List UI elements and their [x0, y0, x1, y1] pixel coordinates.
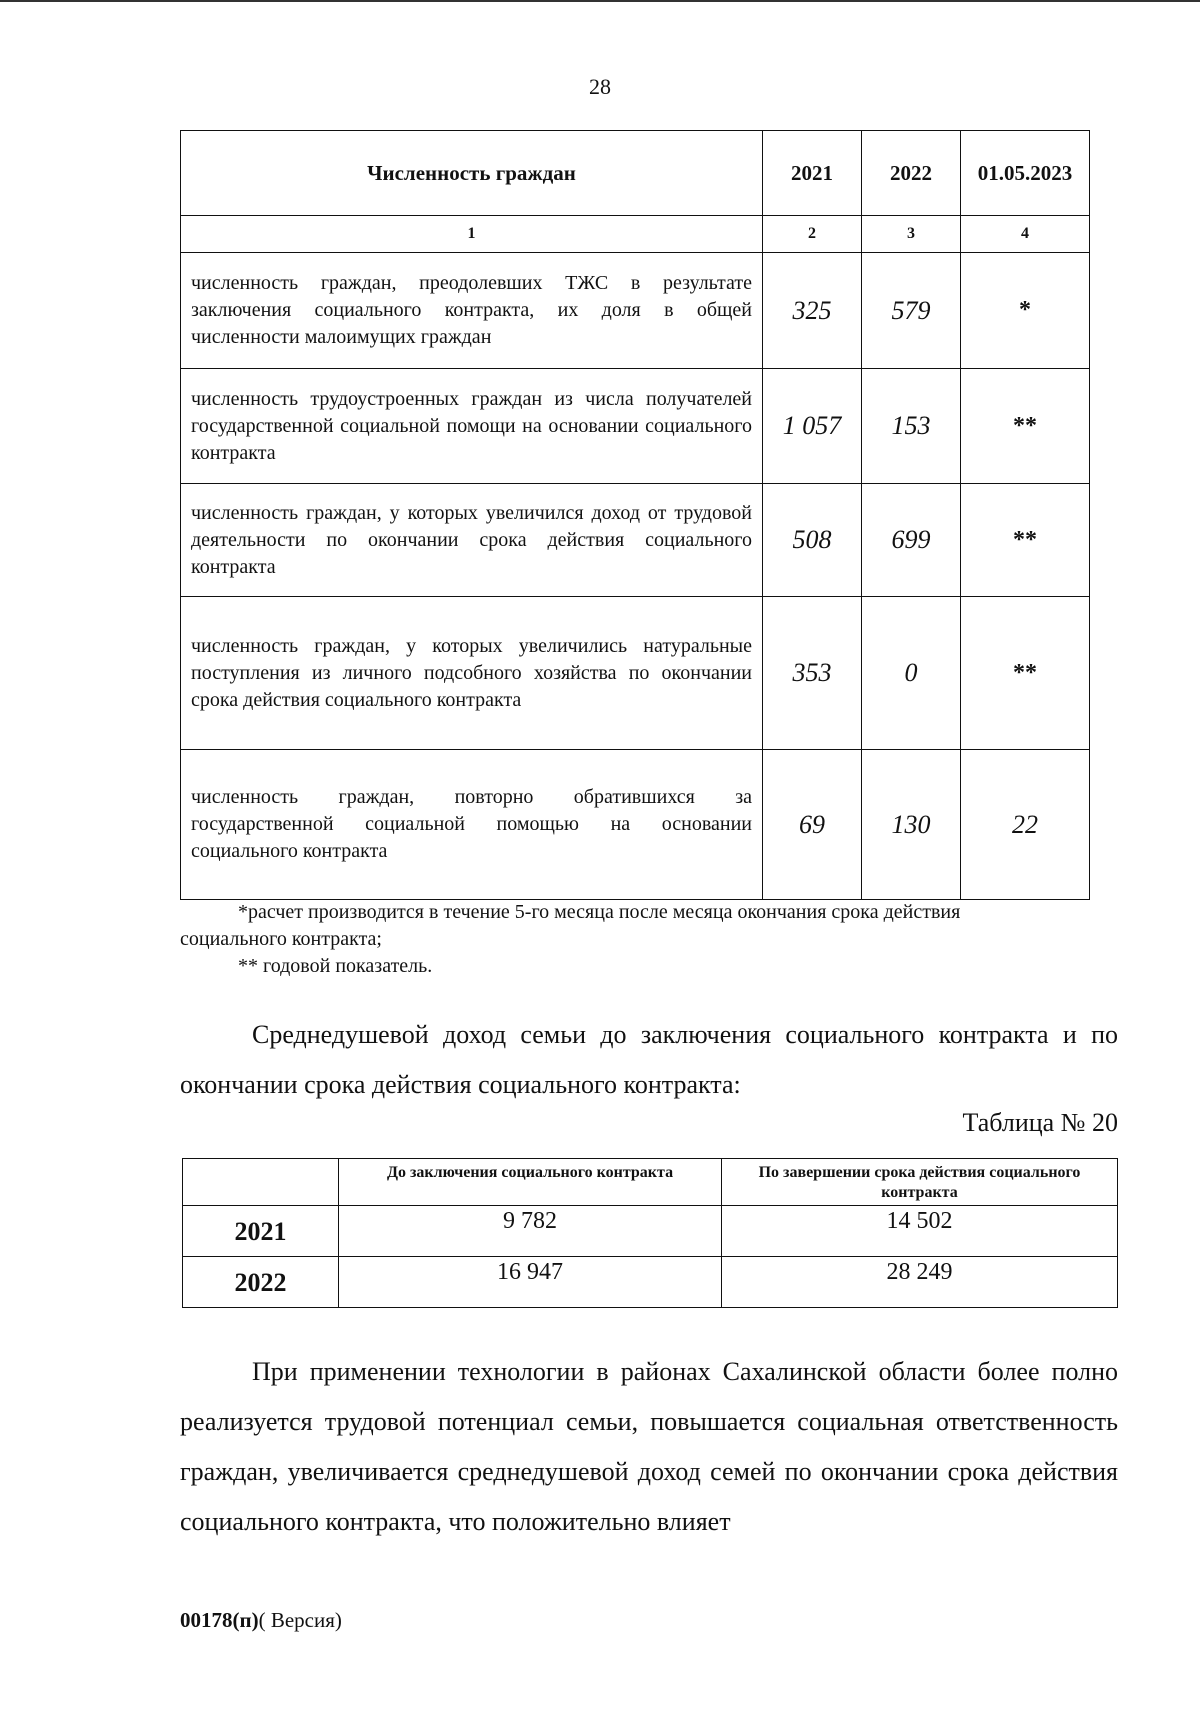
value-2021: 69 — [763, 750, 862, 900]
header-before-contract: До заключения социального контракта — [339, 1159, 722, 1206]
value-2023: ** — [961, 597, 1090, 750]
column-index: 3 — [862, 216, 961, 253]
page-number: 28 — [589, 74, 611, 99]
value-2023: 22 — [961, 750, 1090, 900]
header-after-contract: По завершении срока действия социального контракта — [722, 1159, 1118, 1206]
value-2023: ** — [961, 484, 1090, 597]
table-row — [181, 369, 1090, 484]
row-label: численность граждан, повторно обратившихся за государственной социальной помощью на основании социального контракта — [181, 750, 763, 900]
table-row — [183, 1206, 1118, 1257]
header-2023: 01.05.2023 — [961, 131, 1090, 216]
value-2022: 0 — [862, 597, 961, 750]
income-before: 9 782 — [339, 1206, 722, 1257]
footnote-double-star: ** годовой показатель. — [238, 955, 433, 977]
table-caption: Таблица № 20 — [962, 1108, 1118, 1137]
column-index-row — [181, 216, 1090, 253]
value-2022: 699 — [862, 484, 961, 597]
header-empty — [183, 1159, 339, 1206]
row-year: 2022 — [183, 1257, 339, 1308]
value-2023: * — [961, 253, 1090, 369]
header-2022: 2022 — [862, 131, 961, 216]
income-table — [182, 1158, 1118, 1308]
table-row — [181, 597, 1090, 750]
value-2021: 325 — [763, 253, 862, 369]
section-heading: Среднедушевой доход семьи до заключения социального контракта и по окончании срока действия социального контракта: — [180, 1020, 1118, 1099]
document-footer — [180, 1608, 342, 1633]
citizens-count-table — [180, 130, 1090, 900]
document-code: 00178(п) — [180, 1608, 259, 1632]
row-label: численность граждан, преодолевших ТЖС в результате заключения социального контракта, их доля в общей численности малоимущих граждан — [181, 253, 763, 369]
table-row — [181, 253, 1090, 369]
income-before: 16 947 — [339, 1257, 722, 1308]
value-2021: 353 — [763, 597, 862, 750]
column-index: 1 — [181, 216, 763, 253]
table-header-row — [183, 1159, 1118, 1206]
column-index: 4 — [961, 216, 1090, 253]
value-2022: 130 — [862, 750, 961, 900]
row-year: 2021 — [183, 1206, 339, 1257]
footnote-single-star-line1: *расчет производится в течение 5-го месяца после месяца окончания срока действия — [238, 901, 961, 923]
value-2021: 1 057 — [763, 369, 862, 484]
column-index: 2 — [763, 216, 862, 253]
value-2022: 153 — [862, 369, 961, 484]
value-2022: 579 — [862, 253, 961, 369]
header-indicator: Численность граждан — [181, 131, 763, 216]
top-border-line — [0, 0, 1200, 2]
income-after: 14 502 — [722, 1206, 1118, 1257]
table-header-row — [181, 131, 1090, 216]
table-row — [181, 484, 1090, 597]
table-row — [183, 1257, 1118, 1308]
value-2023: ** — [961, 369, 1090, 484]
row-label: численность граждан, у которых увеличился доход от трудовой деятельности по окончании срока действия социального контракта — [181, 484, 763, 597]
income-after: 28 249 — [722, 1257, 1118, 1308]
value-2021: 508 — [763, 484, 862, 597]
row-label: численность граждан, у которых увеличились натуральные поступления из личного подсобного хозяйства по окончании срока действия социального контракта — [181, 597, 763, 750]
footnotes — [180, 899, 1118, 980]
header-2021: 2021 — [763, 131, 862, 216]
footnote-single-star-line2: социального контракта; — [180, 928, 382, 950]
body-paragraph: При применении технологии в районах Сахалинской области более полно реализуется трудовой потенциал семьи, повышается социальная ответственность граждан, увеличивается среднедушевой доход семей по окончании срока действия социального контракта, что положительно влияет — [180, 1357, 1118, 1536]
row-label: численность трудоустроенных граждан из числа получателей государственной социальной помощи на основании социального контракта — [181, 369, 763, 484]
table-row — [181, 750, 1090, 900]
document-version: ( Версия) — [258, 1608, 342, 1632]
